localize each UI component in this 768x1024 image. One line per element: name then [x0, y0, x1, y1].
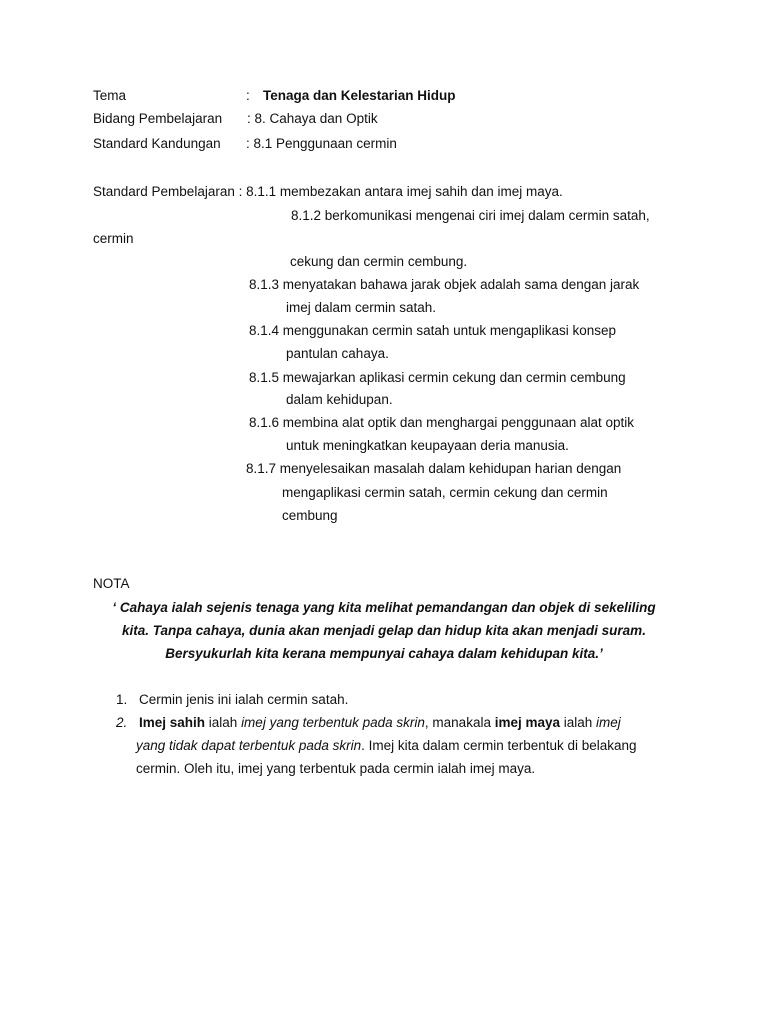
list-item-2-line2 [136, 737, 637, 754]
standard-pembelajaran-811: Standard Pembelajaran : 8.1.1 membezakan antara imej sahih dan imej maya. [93, 184, 563, 199]
standard-812-wrap: cermin [93, 231, 134, 246]
standard-815-line1: 8.1.5 mewajarkan aplikasi cermin cekung dan cermin cembung [249, 370, 626, 385]
list-item-2-line2-rest: . Imej kita dalam cermin terbentuk di belakang [361, 738, 637, 753]
nota-heading: NOTA [93, 576, 130, 591]
nota-quote-line2: kita. Tanpa cahaya, dunia akan menjadi gelap dan hidup kita akan menjadi suram. [122, 623, 646, 638]
standard-812-line2: cekung dan cermin cembung. [290, 254, 468, 269]
imej-sahih-definition: imej yang terbentuk pada skrin [241, 715, 425, 730]
standard-817-line1: 8.1.7 menyelesaikan masalah dalam kehidupan harian dengan [246, 461, 622, 476]
list-item-1-text: Cermin jenis ini ialah cermin satah. [139, 692, 349, 707]
standard-kandungan-value: : 8.1 Penggunaan cermin [246, 136, 397, 151]
nota-quote-line3: Bersyukurlah kita kerana mempunyai cahaya dalam kehidupan kita.’ [165, 646, 603, 661]
standard-812-line1: 8.1.2 berkomunikasi mengenai ciri imej dalam cermin satah, [291, 208, 650, 223]
list-item-2-number: 2. [116, 715, 128, 730]
standard-816-line1: 8.1.6 membina alat optik dan menghargai penggunaan alat optik [249, 415, 635, 430]
list-item-2-text-f: ialah [560, 715, 597, 730]
imej-sahih-term: Imej sahih [139, 715, 206, 730]
imej-maya-definition-start: imej [596, 715, 621, 730]
standard-814-line2: pantulan cahaya. [286, 346, 389, 361]
list-item-1-number: 1. [116, 692, 128, 707]
standard-817-line2: mengaplikasi cermin satah, cermin cekung dan cermin [282, 485, 608, 500]
tema-label: Tema [93, 88, 127, 103]
nota-quote-line1: ‘ Cahaya ialah sejenis tenaga yang kita melihat pemandangan dan objek di sekeliling [112, 600, 656, 615]
standard-813-line1: 8.1.3 menyatakan bahawa jarak objek adalah sama dengan jarak [249, 277, 640, 292]
list-item-2-text-b: ialah [205, 715, 242, 730]
standard-813-line2: imej dalam cermin satah. [286, 300, 437, 315]
list-item-2-text-d: , manakala [424, 715, 495, 730]
bidang-label: Bidang Pembelajaran [93, 111, 223, 126]
list-item-2-line1 [139, 714, 621, 731]
standard-815-line2: dalam kehidupan. [286, 392, 393, 407]
tema-value: Tenaga dan Kelestarian Hidup [263, 88, 456, 103]
imej-maya-term: imej maya [494, 715, 561, 730]
standard-816-line2: untuk meningkatkan keupayaan deria manusia. [286, 438, 569, 453]
imej-maya-definition-end: yang tidak dapat terbentuk pada skrin [136, 738, 362, 753]
standard-817-line3: cembung [282, 508, 338, 523]
bidang-value: : 8. Cahaya dan Optik [247, 111, 378, 126]
tema-colon: : [246, 88, 250, 103]
standard-814-line1: 8.1.4 menggunakan cermin satah untuk mengaplikasi konsep [249, 323, 616, 338]
list-item-2-line3: cermin. Oleh itu, imej yang terbentuk pada cermin ialah imej maya. [136, 761, 536, 776]
standard-kandungan-label: Standard Kandungan [93, 136, 221, 151]
